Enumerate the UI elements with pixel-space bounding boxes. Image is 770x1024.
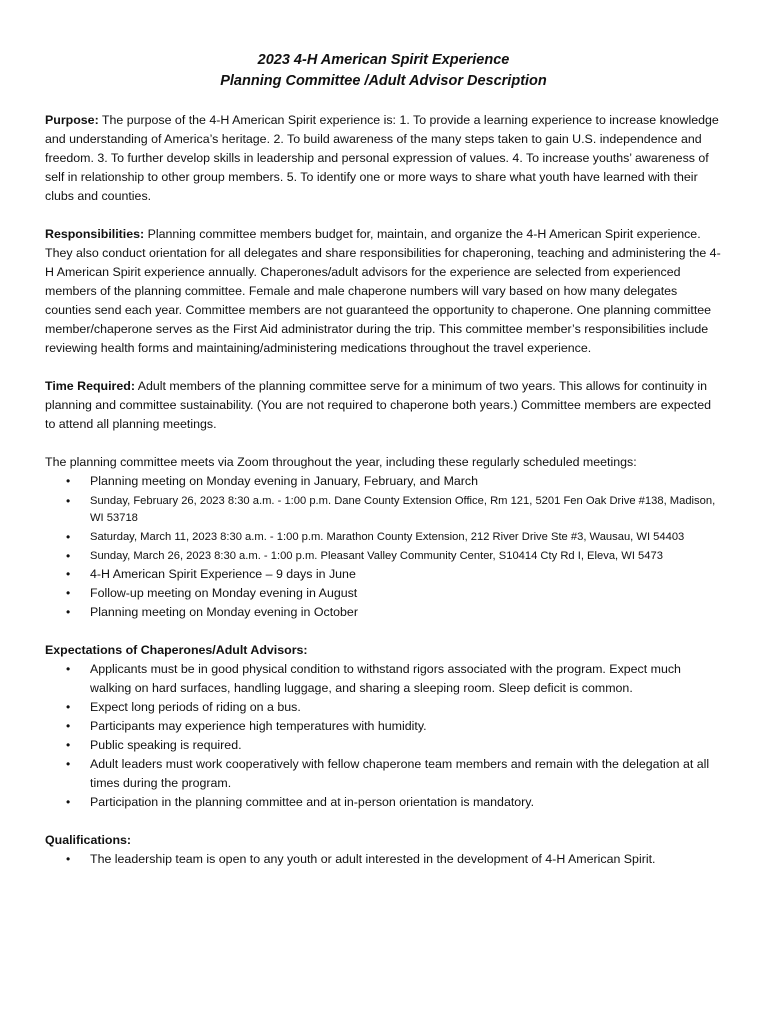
qualifications-list [45,850,722,869]
bullet-icon: • [66,738,71,752]
bullet-icon: • [66,474,71,488]
title-line-2: Planning Committee /Adult Advisor Description [220,73,547,89]
time-required-paragraph [45,377,722,434]
list-item: • Saturday, March 11, 2023 8:30 a.m. - 1:00 p.m. Marathon County Extension, 212 River Drive Ste #3, Wausau, WI 54403 [66,530,685,544]
bullet-icon: • [66,719,71,733]
bullet-icon: • [66,700,71,714]
list-item: • Sunday, February 26, 2023 8:30 a.m. - 1:00 p.m. Dane County Extension Office, Rm 121, 5201 Fen Oak Drive #138, Madison, WI 53718 [66,494,716,524]
list-item: • Sunday, March 26, 2023 8:30 a.m. - 1:00 p.m. Pleasant Valley Community Center, S10414 Cty Rd I, Eleva, WI 5473 [66,549,663,563]
list-item: • Applicants must be in good physical condition to withstand rigors associated with the program. Expect much walking on hard surfaces, handling luggage, and sharing a sleeping room. Sleep deficit is common. [66,662,681,695]
expectations-heading: Expectations of Chaperones/Adult Advisors: [45,643,308,657]
bullet-icon: • [66,852,71,866]
time-required-label: Time Required: [45,379,135,393]
expectations-list [45,660,722,812]
document-title [45,50,722,92]
list-item: • 4-H American Spirit Experience – 9 days in June [45,565,722,584]
list-item: • Planning meeting on Monday evening in October [45,603,722,622]
bullet-icon: • [66,530,71,544]
list-item: • Follow-up meeting on Monday evening in August [45,584,722,603]
bullet-icon: • [66,549,71,563]
bullet-icon: • [66,757,71,771]
bullet-icon: • [66,795,71,809]
purpose-text: The purpose of the 4-H American Spirit experience is: 1. To provide a learning experience to increase knowledge and understanding of America’s heritage. 2. To build awareness of the many steps taken to gain U.S. independence and freedom. 3. To further develop skills in leadership and personal expression of values. 4. To increase youths’ awareness of self in relationship to other group members. 5. To identify one or more ways to share what youth have learned with their clubs and counties. [45,113,719,203]
bullet-icon: • [66,662,71,676]
time-required-text: Adult members of the planning committee serve for a minimum of two years. This allows for continuity in planning and committee sustainability. (You are not required to chaperone both years.) Committee members are expected to attend all planning meetings. [45,379,712,431]
bullet-icon: • [66,567,71,581]
bullet-icon: • [66,494,71,508]
list-item: • Planning meeting on Monday evening in January, February, and March [45,472,722,491]
responsibilities-label: Responsibilities: [45,227,145,241]
list-item: • Expect long periods of riding on a bus. [45,698,722,717]
meetings-list [45,472,722,622]
bullet-icon: • [66,605,71,619]
list-item: • Participants may experience high temperatures with humidity. [45,717,722,736]
list-item: • Adult leaders must work cooperatively with fellow chaperone team members and remain with the delegation at all times during the program. [66,757,710,790]
meetings-intro: The planning committee meets via Zoom throughout the year, including these regularly scheduled meetings: [45,455,637,469]
purpose-label: Purpose: [45,113,99,127]
purpose-paragraph [45,111,722,206]
responsibilities-text: Planning committee members budget for, maintain, and organize the 4-H American Spirit experience. They also conduct orientation for all delegates and share responsibilities for chaperoning, teaching and administering the 4-H American Spirit experience annually. Chaperones/adult advisors for the experience are selected from experienced members of the planning committee. Female and male chaperone numbers will vary based on how many delegates counties send each year. Committee members are not guaranteed the opportunity to chaperone. One planning committee member/chaperone serves as the First Aid administrator during the trip. This committee member’s responsibilities include reviewing health forms and maintaining/administering medications throughout the travel experience. [45,227,721,355]
list-item: • Participation in the planning committee and at in-person orientation is mandatory. [45,793,722,812]
title-line-1: 2023 4-H American Spirit Experience [257,52,510,68]
list-item: • The leadership team is open to any youth or adult interested in the development of 4-H American Spirit. [45,850,722,869]
qualifications-heading: Qualifications: [45,833,132,847]
bullet-icon: • [66,586,71,600]
list-item: • Public speaking is required. [45,736,722,755]
responsibilities-paragraph [45,225,722,358]
